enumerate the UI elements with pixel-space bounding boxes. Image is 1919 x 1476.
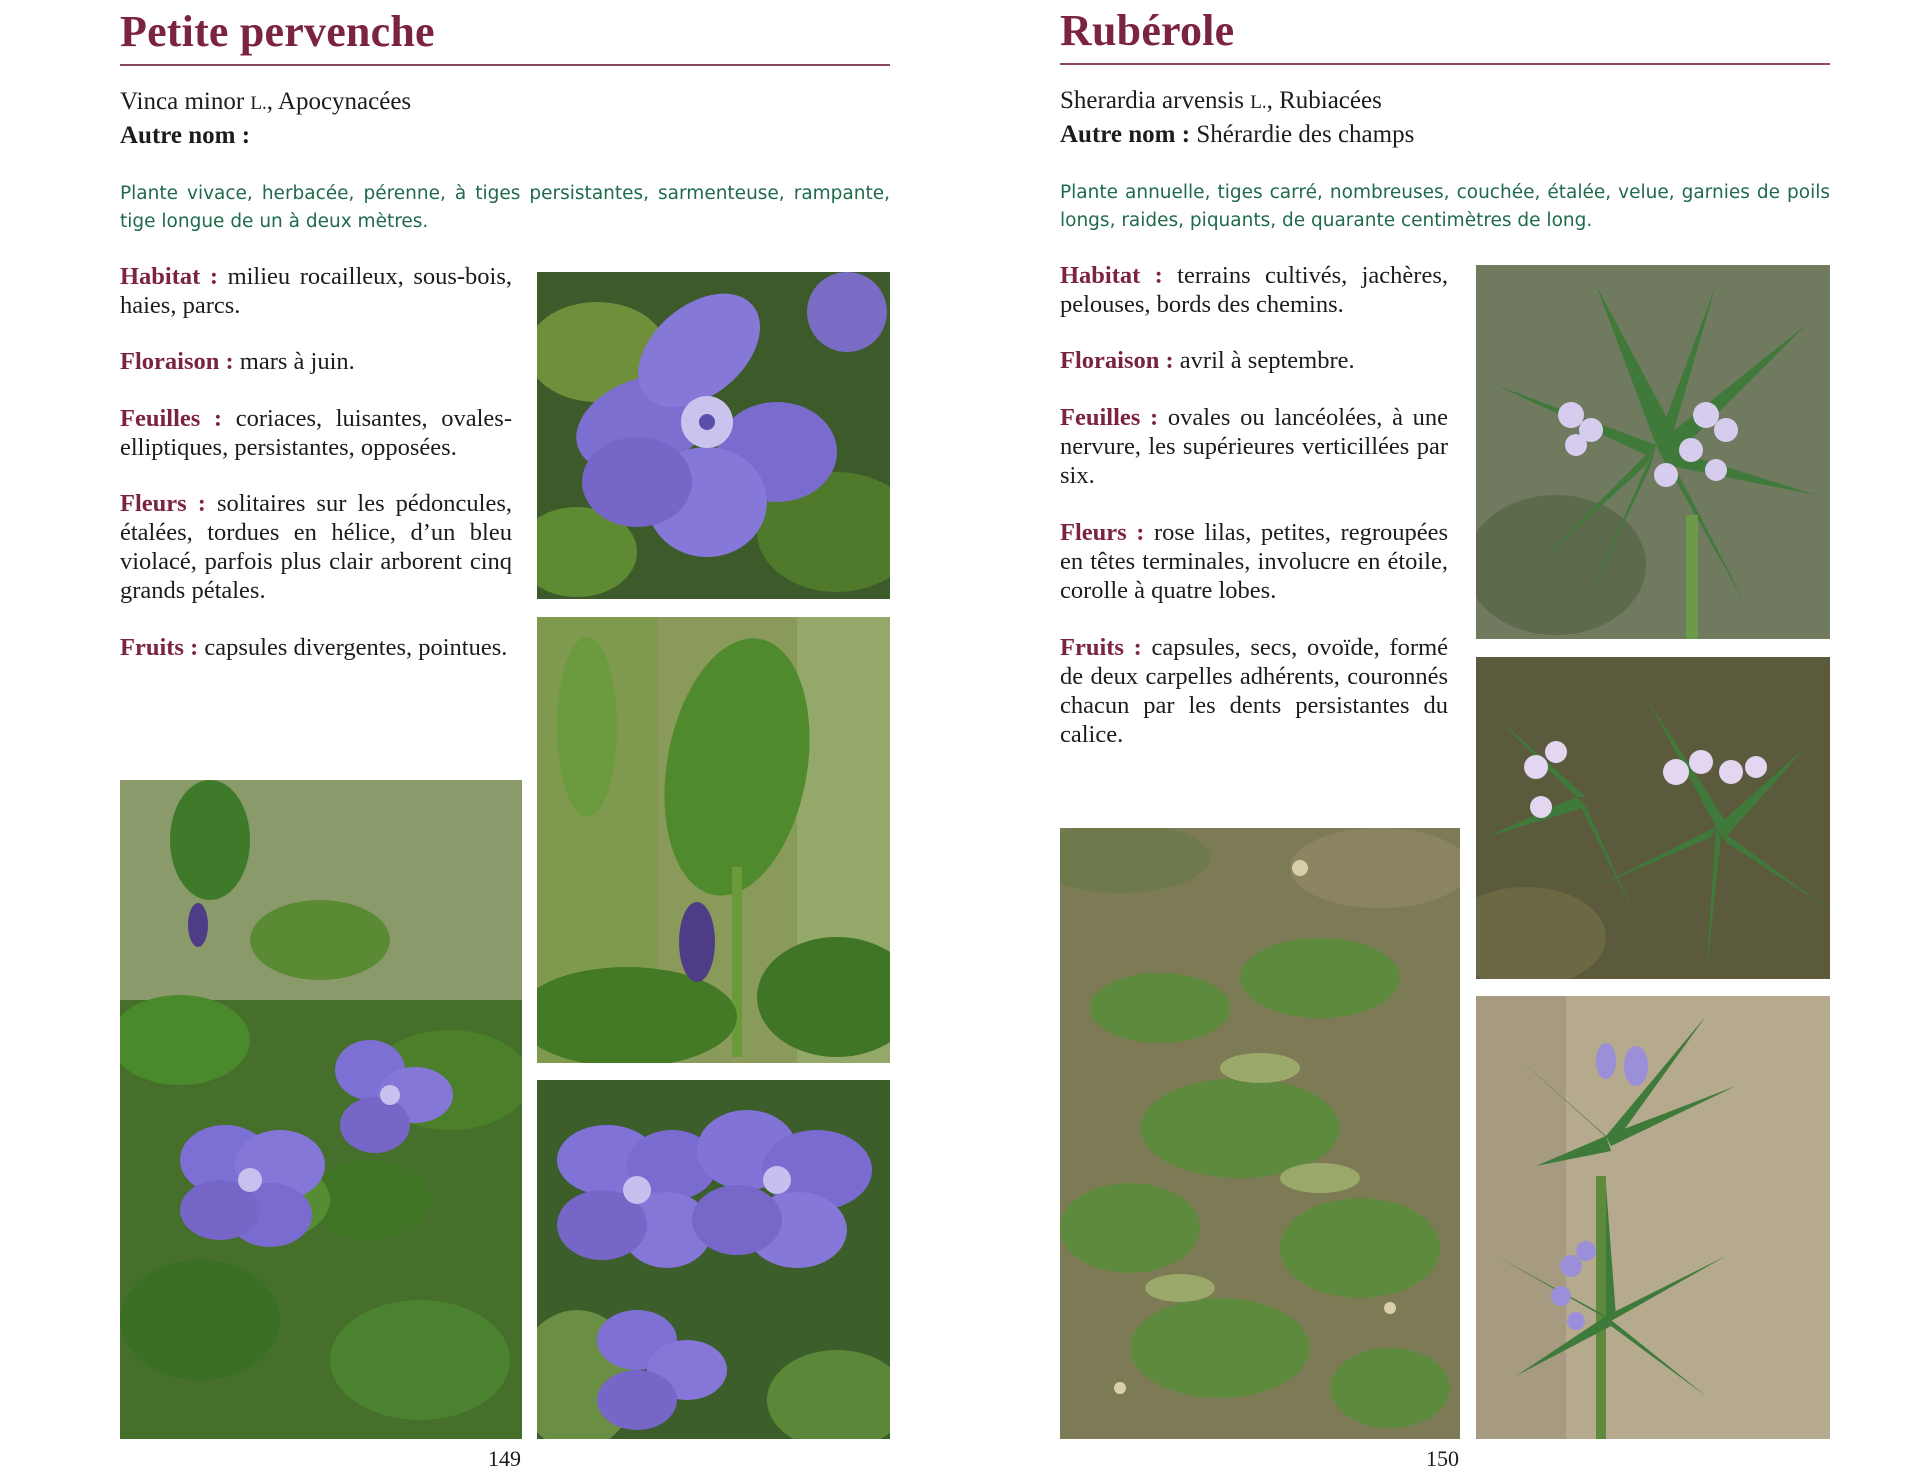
photo-periwinkle-plant	[120, 780, 522, 1439]
scientific-name-line	[120, 88, 411, 116]
section-text: ovales ou lancéolées, à une nervure, les supérieures verticillées par six.	[1060, 404, 1449, 489]
section-label: Fruits :	[1060, 634, 1142, 661]
page-number: 150	[1426, 1446, 1459, 1471]
section-label: Feuilles :	[120, 405, 223, 432]
photo-periwinkle-flower	[537, 272, 890, 599]
section-floraison	[120, 347, 512, 376]
photo-sherardia-rosette	[1476, 657, 1830, 979]
section-habitat	[1060, 261, 1448, 319]
section-text: solitaires sur les pédoncules, étalées, tordues en hélice, d’un bleu violacé, parfois plus clair arborent cinq grands pétales.	[120, 490, 513, 604]
family-name: , Apocynacées	[266, 88, 412, 115]
right-page	[960, 0, 1919, 1476]
photo-sherardia-stem	[1476, 996, 1830, 1439]
section-text: capsules, secs, ovoïde, formé de deux carpelles adhérents, couronnés chacun par les dents persistantes du calice.	[1060, 634, 1449, 748]
section-text: coriaces, luisantes, ovales-elliptiques, persistantes, opposées.	[120, 405, 512, 461]
section-fleurs	[1060, 518, 1448, 605]
scientific-name-line	[1060, 87, 1382, 115]
other-name-value: Shérardie des champs	[1196, 121, 1415, 148]
section-floraison	[1060, 346, 1448, 375]
section-fruits	[1060, 633, 1448, 749]
section-label: Habitat :	[1060, 262, 1163, 289]
section-text: milieu rocailleux, sous-bois, haies, parcs.	[120, 263, 513, 319]
title-rule	[1060, 63, 1830, 65]
section-label: Fleurs :	[1060, 519, 1145, 546]
section-fruits	[120, 633, 530, 662]
section-text: avril à septembre.	[1179, 347, 1355, 374]
section-label: Habitat :	[120, 263, 219, 290]
family-name: , Rubiacées	[1266, 87, 1382, 114]
section-feuilles	[120, 404, 512, 462]
section-label: Floraison :	[120, 348, 234, 375]
plant-description: Plante vivace, herbacée, pérenne, à tiges persistantes, sarmenteuse, rampante, tige longue de un à deux mètres.	[120, 183, 890, 232]
photo-periwinkle-leaves	[537, 617, 890, 1063]
scientific-name: Vinca minor	[120, 88, 245, 115]
photo-sherardia-flowerhead	[1476, 265, 1830, 639]
section-label: Floraison :	[1060, 347, 1174, 374]
section-label: Feuilles :	[1060, 404, 1159, 431]
page-number: 149	[488, 1446, 521, 1471]
plant-description: Plante annuelle, tiges carré, nombreuses, couchée, étalée, velue, garnies de poils longs, raides, piquants, de quarante centimètres de long.	[1060, 182, 1830, 231]
section-feuilles	[1060, 403, 1448, 490]
photo-periwinkle-cluster	[537, 1080, 890, 1439]
page-title: Petite pervenche	[120, 7, 435, 56]
section-text: mars à juin.	[239, 348, 355, 375]
title-rule	[120, 64, 890, 66]
author-abbrev: L.	[250, 93, 267, 114]
scientific-name: Sherardia arvensis	[1060, 87, 1244, 114]
section-label: Fleurs :	[120, 490, 206, 517]
other-name-label: Autre nom :	[1060, 121, 1191, 148]
other-name-line	[120, 122, 250, 150]
section-label: Fruits :	[120, 634, 199, 661]
other-name-line	[1060, 121, 1414, 149]
section-text: terrains cultivés, jachères, pelouses, bords des chemins.	[1060, 262, 1449, 318]
section-fleurs	[120, 489, 512, 605]
author-abbrev: L.	[1250, 92, 1267, 113]
section-text: capsules divergentes, pointues.	[204, 634, 508, 661]
section-habitat	[120, 262, 512, 320]
page-title: Rubérole	[1060, 6, 1235, 55]
other-name-label: Autre nom :	[120, 122, 251, 149]
photo-sherardia-mat	[1060, 828, 1460, 1439]
section-text: rose lilas, petites, regroupées en têtes terminales, involucre en étoile, corolle à quatre lobes.	[1060, 519, 1449, 604]
